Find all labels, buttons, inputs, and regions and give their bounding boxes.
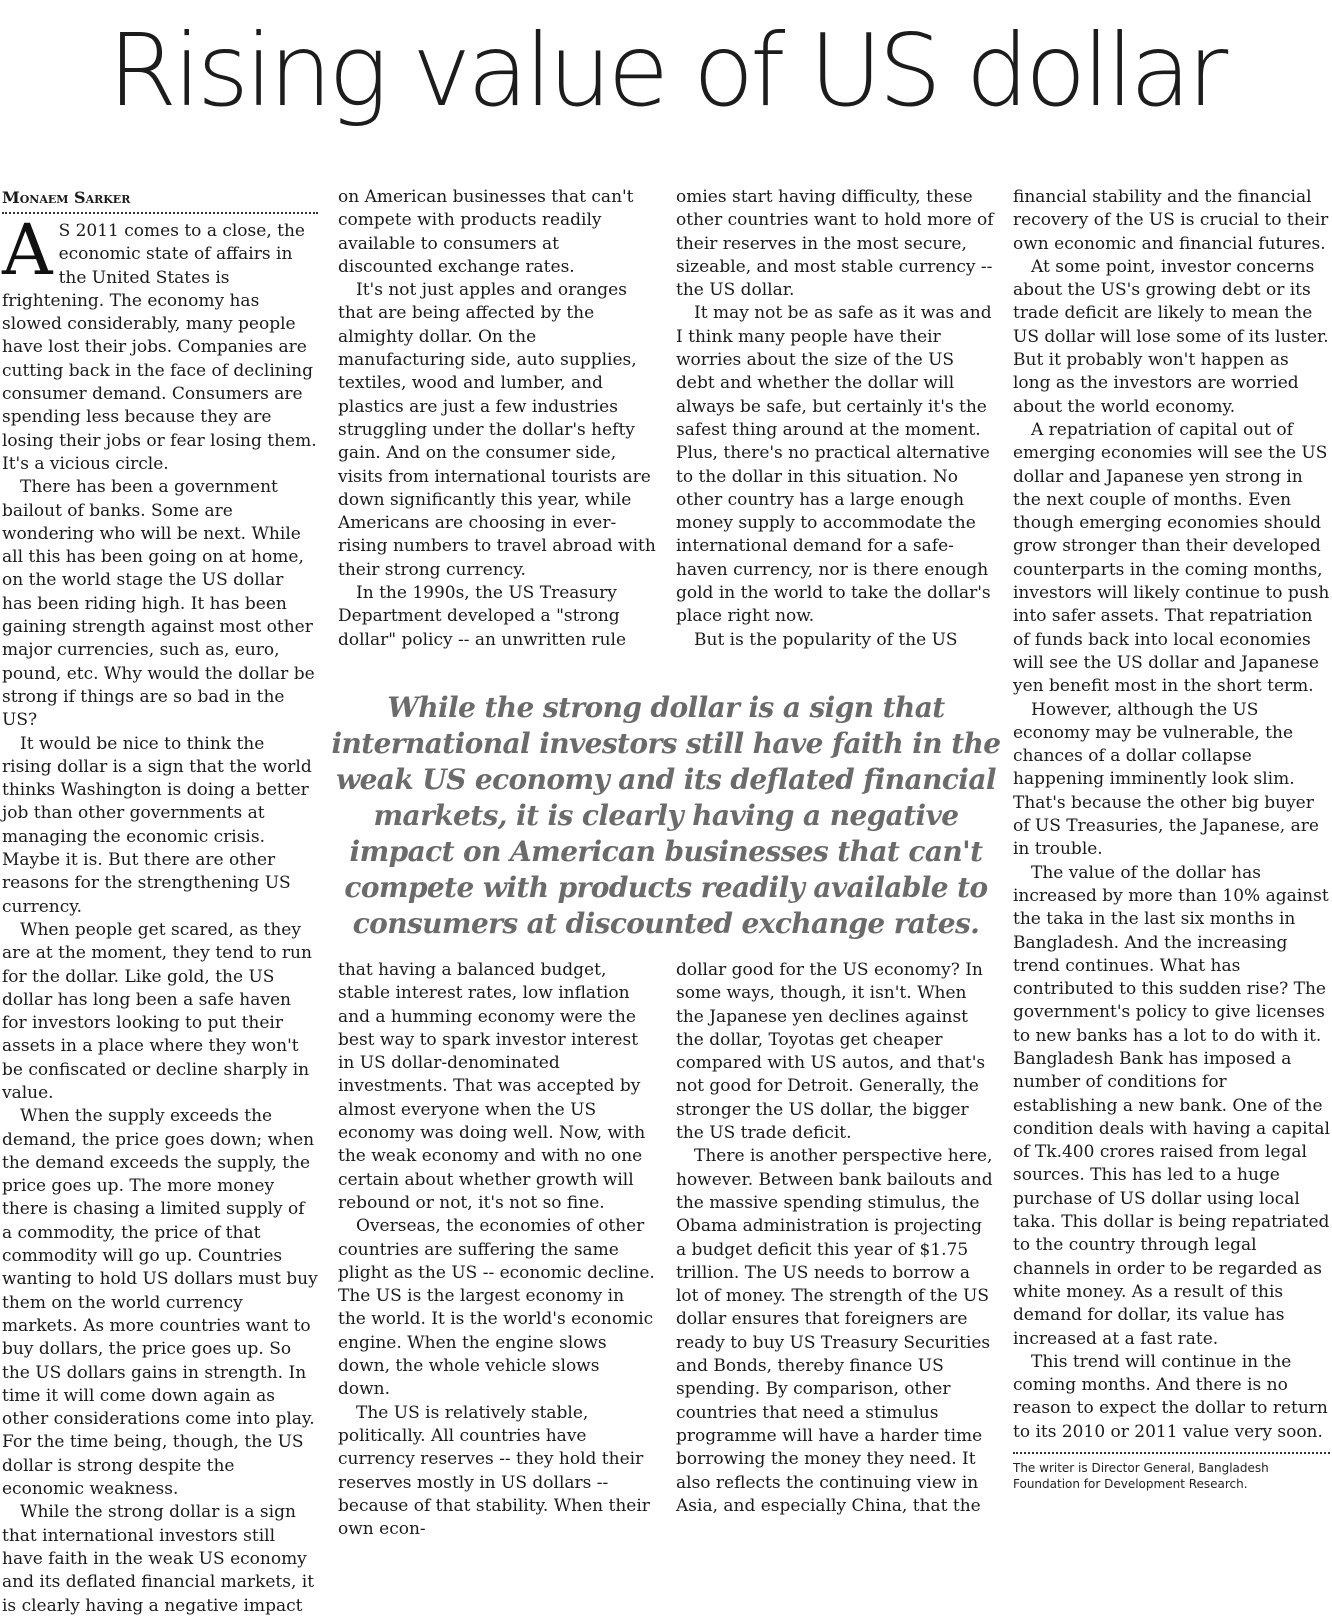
paragraph: While the strong dollar is a sign that international investors still have faith in the weak US economy and its deflated financial markets, it is clearly having a negative impact (2, 1502, 315, 1616)
footnote-divider (1013, 1452, 1330, 1454)
paragraph: The value of the dollar has increased by more than 10% against the taka in the last six months in Bangladesh. And the increasing trend continues. What has contributed to this sudden rise? The government's policy to give licenses to new banks has a lot to do with it. Bangladesh Bank has imposed a number of conditions for establishing a new bank. One of the condition deals with having a capital of Tk.400 crores raised from legal sources. This has led to a huge purchase of US dollar using local taka. This dollar is being repatriated to the country through legal channels in order to be regarded as white money. As a result of this demand for dollar, its value has increased at a fast rate. (1013, 862, 1330, 1349)
author-footnote: The writer is Director General, Bangladesh Foundation for Development Research. (1013, 1461, 1269, 1492)
paragraph: financial stability and the financial recovery of the US is crucial to their own economic and financial futures. (1013, 187, 1329, 254)
paragraph: on American businesses that can't compete with products readily available to consumers at discounted exchange rates. (338, 187, 634, 277)
paragraph: In the 1990s, the US Treasury Department developed a "strong dollar" policy -- an unwritten rule (338, 583, 627, 650)
paragraph: However, although the US economy may be vulnerable, the chances of a dollar collapse happening imminently look slim. That's because the other big buyer of US Treasuries, the Japanese, are in trouble. (1013, 699, 1319, 860)
article-column-4 (1013, 186, 1330, 1492)
paragraph: It's not just apples and oranges that are being affected by the almighty dollar. On the manufacturing side, auto supplies, textiles, wood and lumber, and plastics are just a few industries struggling under the dollar's hefty gain. And on the consumer side, visits from international tourists are down significantly this year, while Americans are choosing in ever-rising numbers to travel abroad with their strong currency. (338, 280, 656, 580)
article-column-1 (2, 186, 318, 1618)
paragraph: This trend will continue in the coming months. And there is no reason to expect the dollar to return to its 2010 or 2011 value very soon. (1013, 1351, 1328, 1442)
article-column-3-bottom (676, 959, 994, 1518)
paragraph: There is another perspective here, however. Between bank bailouts and the massive spending stimulus, the Obama administration is projecting a budget deficit this year of $1.75 trillion. The US needs to borrow a lot of money. The strength of the US dollar ensures that foreigners are ready to buy US Treasury Securities and Bonds, thereby finance US spending. By comparison, other countries that need a stimulus programme will have a harder time borrowing the money they need. It also reflects the continuing view in Asia, and especially China, that the (676, 1146, 993, 1516)
paragraph: A repatriation of capital out of emerging economies will see the US dollar and Japanese yen strong in the next couple of months. Even though emerging economies should grow stronger than their developed counterparts in the coming months, investors will likely continue to push into safer assets. That repatriation of funds back into local economies will see the US dollar and Japanese yen benefit most in the short term. (1013, 419, 1330, 697)
article-column-2-top (338, 186, 656, 652)
article-column-3-top (676, 186, 994, 652)
headline: Rising value of US dollar (107, 12, 1225, 129)
pull-quote: While the strong dollar is a sign that international investors still have faith in the weak US economy and its deflated financial markets, it is clearly having a negative impact on American businesses that can't compete with products readily available to consumers at discounted exchange rates. (331, 691, 1001, 940)
paragraph: that having a balanced budget, stable interest rates, low inflation and a humming economy were the best way to spark investor interest in US dollar-denominated investments. That was accepted by almost everyone when the US economy was doing well. Now, with the weak economy and with no one certain about whether growth will rebound or not, it's not so fine. (338, 960, 646, 1213)
author-byline: Monaem Sarker (2, 188, 131, 207)
paragraph: It would be nice to think the rising dollar is a sign that the world thinks Washington is doing a better job than other governments at managing the economic crisis. Maybe it is. But there are other reasons for the strengthening US currency. (2, 733, 312, 917)
paragraph: dollar good for the US economy? In some ways, though, it isn't. When the Japanese yen declines against the dollar, Toyotas get cheaper compared with US autos, and that's not good for Detroit. Generally, the stronger the US dollar, the bigger the US trade deficit. (676, 960, 986, 1144)
paragraph: It may not be as safe as it was and I think many people have their worries about the size of the US debt and whether the dollar will always be safe, but certainly it's the safest thing around at the moment. Plus, there's no practical alternative to the dollar in this situation. No other country has a large enough money supply to accommodate the international demand for a safe-haven currency, nor is there enough gold in the world to take the dollar's place right now. (676, 303, 992, 627)
paragraph: The US is relatively stable, politically. All countries have currency reserves -- they hold their reserves mostly in US dollars -- because of that stability. When their own econ- (338, 1402, 650, 1540)
paragraph: Overseas, the economies of other countries are suffering the same plight as the US -- economic decline. The US is the largest economy in the world. It is the world's economic engine. When the engine slows down, the whole vehicle slows down. (338, 1216, 655, 1400)
paragraph: omies start having difficulty, these other countries want to hold more of their reserves in the most secure, sizeable, and most stable currency -- the US dollar. (676, 187, 994, 301)
paragraph: At some point, investor concerns about the US's growing debt or its trade deficit are likely to mean the US dollar will lose some of its luster. But it probably won't happen as long as the investors are worried about the world economy. (1013, 256, 1329, 417)
paragraph: There has been a government bailout of banks. Some are wondering who will be next. While all this has been going on at home, on the world stage the US dollar has been riding high. It has been gaining strength against most other major currencies, such as, euro, pound, etc. Why would the dollar be strong if things are so bad in the US? (2, 477, 315, 731)
lead-paragraph-text: S 2011 comes to a close, the economic state of affairs in the United States is frightening. The economy has slowed considerably, many people have lost their jobs. Companies are cutting back in the face of declining consumer demand. Consumers are spending less because they are losing their jobs or fear losing them. It's a vicious circle. (2, 221, 317, 474)
paragraph: But is the popularity of the US (694, 629, 958, 650)
article-column-2-bottom (338, 959, 656, 1541)
paragraph: When the supply exceeds the demand, the price goes down; when the demand exceeds the supply, the price goes up. The more money there is chasing a limited supply of a commodity, the price of that commodity will go up. Countries wanting to hold US dollars must buy them on the world currency markets. As more countries want to buy dollars, the price goes up. So the US dollars gains in strength. In time it will come down again as other considerations come into play. For the time being, though, the US dollar is strong despite the economic weakness. (2, 1106, 318, 1500)
paragraph: When people get scared, as they are at the moment, they tend to run for the dollar. Like gold, the US dollar has long been a safe haven for investors looking to put their assets in a place where they won't be confiscated or decline sharply in value. (2, 919, 312, 1103)
drop-cap: A (2, 209, 53, 291)
lead-paragraph (2, 209, 318, 476)
